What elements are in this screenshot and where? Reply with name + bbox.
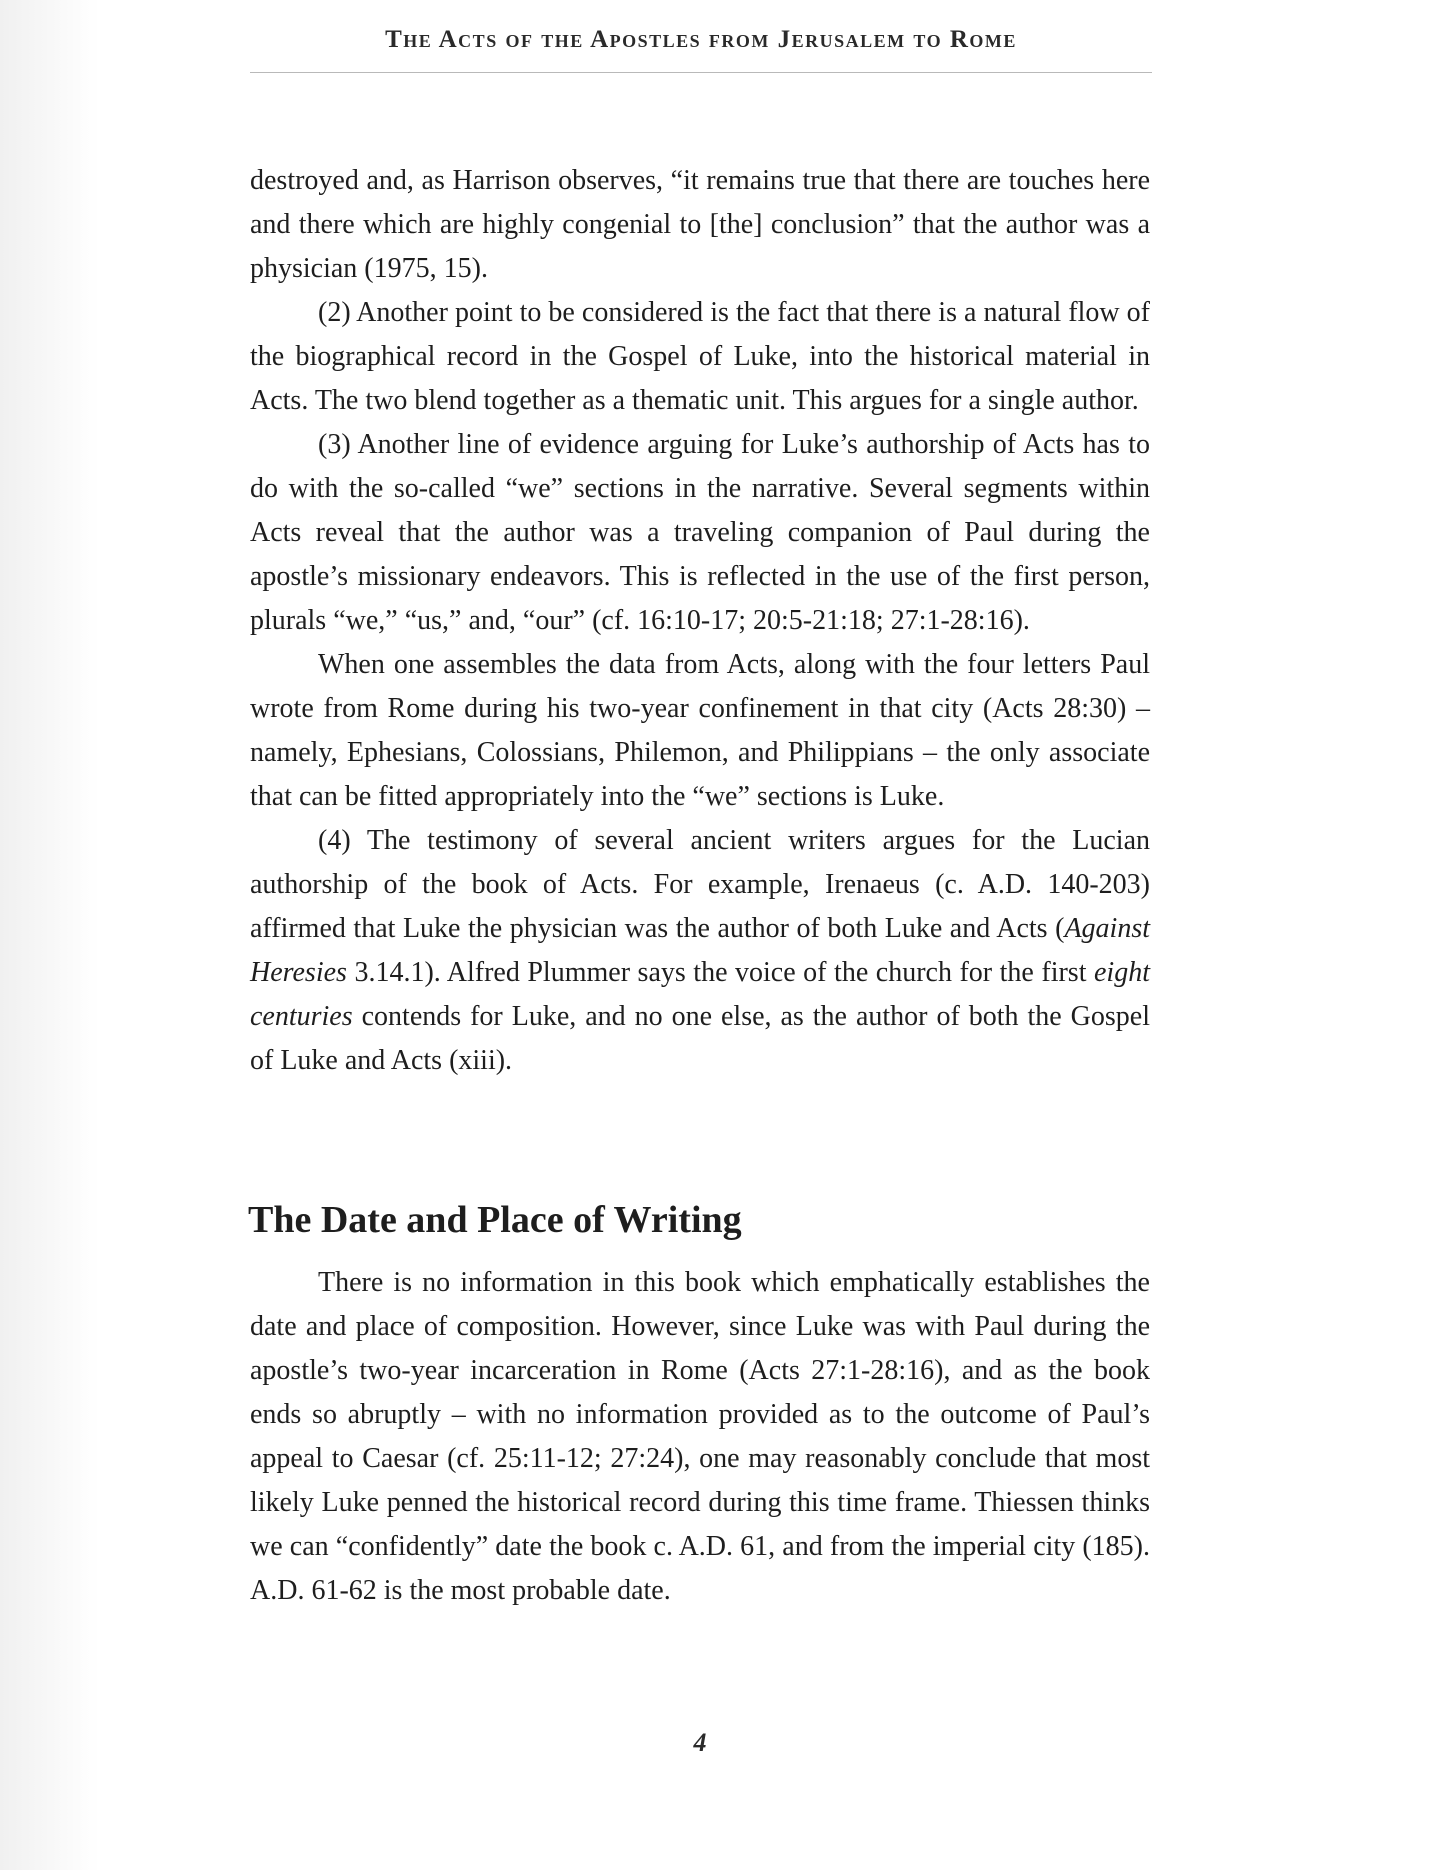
paragraph-5-part-2: 3.14.1). Alfred Plummer says the voice of the church for the first xyxy=(346,957,1094,988)
running-header: The Acts of the Apostles from Jerusalem to Rome xyxy=(385,26,1017,53)
paragraph-3: (3) Another line of evidence arguing for Luke’s authorship of Acts has to do with the so-called “we” sections in the narrative. Several segments within Acts reveal that the author was a traveling companion of Paul during the apostle’s missionary endeavors. This is reflected in the use of the first person, plurals “we,” “us,” and, “our” (cf. 16:10-17; 20:5-21:18; 27:1-28:16). xyxy=(250,429,1150,636)
page-number: 4 xyxy=(693,1728,707,1757)
paragraph-4: When one assembles the data from Acts, along with the four letters Paul wrote from Rome during his two-year confinement in that city (Acts 28:30) – namely, Ephesians, Colossians, Philemon, and Philippians – the only associate that can be fitted appropriately into the “we” sections is Luke. xyxy=(250,649,1150,812)
paragraph-5-part-1: (4) The testimony of several ancient writers argues for the Lucian authorship of the book of Acts. For example, Irenaeus (c. A.D. 140-203) affirmed that Luke the physician was the author of both Luke and Acts ( xyxy=(250,825,1150,944)
page-edge-shadow xyxy=(0,0,100,1870)
section-paragraph: There is no information in this book which emphatically establishes the date and place of composition. However, since Luke was with Paul during the apostle’s two-year incarceration in Rome (Acts 27:1-28:16), and as the book ends so abruptly – with no information provided as to the outcome of Paul’s appeal to Caesar (cf. 25:11-12; 27:24), one may reasonably conclude that most likely Luke penned the historical record during this time frame. Thiessen thinks we can “confidently” date the book c. A.D. 61, and from the imperial city (185). A.D. 61-62 is the most probable date. xyxy=(250,1267,1150,1606)
paragraph-2: (2) Another point to be considered is the fact that there is a natural flow of the biographical record in the Gospel of Luke, into the historical material in Acts. The two blend together as a thematic unit. This argues for a single author. xyxy=(250,297,1150,416)
section-body xyxy=(250,1261,1150,1613)
header-rule xyxy=(250,72,1152,73)
emphasis-text: eight centuries xyxy=(250,957,1150,1032)
paragraph-5-part-3: contends for Luke, and no one else, as the author of both the Gospel of Luke and Acts (xiii). xyxy=(250,1001,1150,1076)
section-heading: The Date and Place of Writing xyxy=(248,1199,742,1241)
paragraph-1: destroyed and, as Harrison observes, “it remains true that there are touches here and there which are highly congenial to [the] conclusion” that the author was a physician (1975, 15). xyxy=(250,165,1150,284)
body-text xyxy=(250,159,1150,1083)
work-title: Against Heresies xyxy=(250,913,1150,988)
paragraph-5 xyxy=(250,819,1150,1083)
